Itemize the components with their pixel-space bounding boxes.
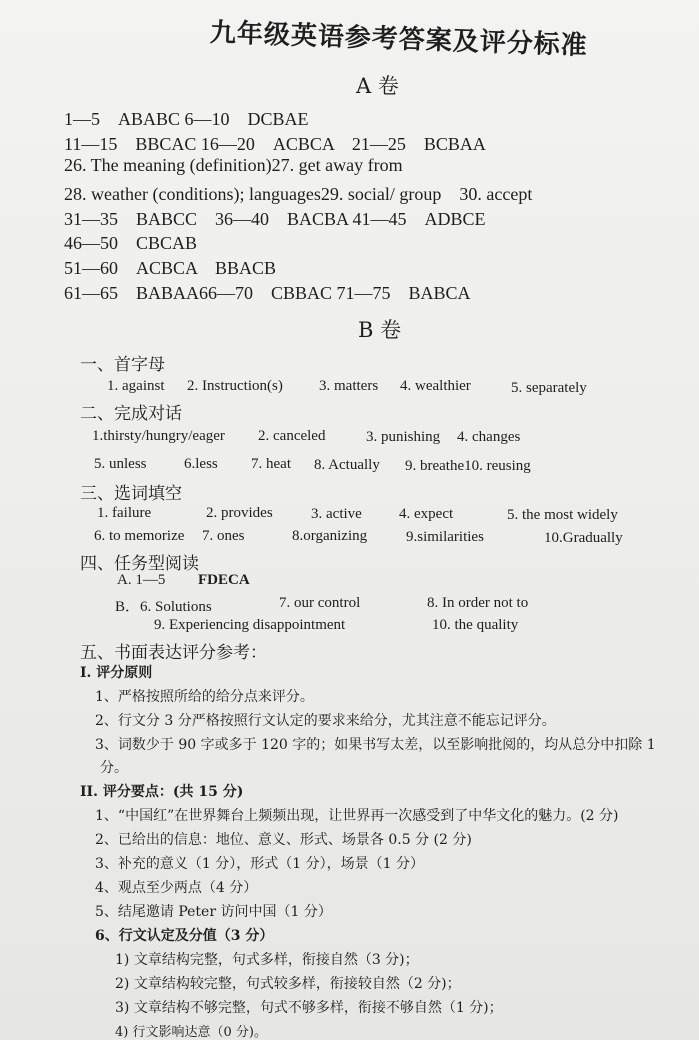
volume-a-line: 28. weather (conditions); languages29. social/ group 30. accept bbox=[64, 184, 533, 204]
volume-a-line: 61—65 BABAA66—70 CBBAC 71—75 BABCA bbox=[64, 283, 471, 303]
answer-item: 1. failure bbox=[97, 505, 152, 521]
volume-a-line: 46—50 CBCAB bbox=[64, 233, 198, 253]
answer-item: 10. the quality bbox=[432, 617, 519, 633]
answer-item: 8. In order not to bbox=[427, 595, 529, 611]
section-heading: 五、书面表达评分参考： bbox=[80, 643, 267, 663]
answer-item: 2. Instruction(s) bbox=[187, 378, 283, 394]
section-heading: 二、完成对话 bbox=[80, 404, 182, 424]
answer-item: 2. provides bbox=[206, 505, 273, 521]
volume-b-heading: B 卷 bbox=[358, 318, 402, 342]
answer-item: 10.Gradually bbox=[544, 530, 623, 546]
points-heading-suffix: 分) bbox=[217, 784, 244, 800]
section-heading: 四、任务型阅读 bbox=[80, 554, 199, 574]
points-total: 15 bbox=[198, 784, 218, 800]
points-heading bbox=[80, 781, 243, 801]
volume-a-line: 26. The meaning (definition)27. get away from bbox=[64, 155, 403, 175]
section-heading: 三、选词填空 bbox=[80, 484, 182, 504]
answer-item: 4. expect bbox=[399, 506, 454, 522]
volume-a-line: 31—35 BABCC 36—40 BACBA 41—45 ADBCE bbox=[64, 209, 486, 229]
answer-item: 7. our control bbox=[279, 595, 361, 611]
principles-heading: I. 评分原则 bbox=[80, 665, 153, 681]
answer-item: 5. the most widely bbox=[507, 507, 618, 523]
answer-item: 8. Actually bbox=[314, 457, 380, 473]
answer-item: 5. unless bbox=[94, 456, 147, 472]
principle-item: 3、词数少于 90 字或多于 120 字的；如果书写太差，以至影响批阅的，均从总分中扣除 1 bbox=[95, 737, 656, 753]
answer-item: 6. to memorize bbox=[94, 528, 185, 544]
volume-a-line: 1—5 ABABC 6—10 DCBAE bbox=[64, 109, 309, 129]
level-item: 1) 文章结构完整，句式多样，衔接自然（3 分)； bbox=[115, 952, 419, 968]
volume-a-line: 51—60 ACBCA BBACB bbox=[64, 258, 277, 278]
answer-item: B．6. Solutions bbox=[115, 599, 212, 615]
answer-item: 2. canceled bbox=[258, 428, 326, 444]
point-item: 1、“中国红”在世界舞台上频频出现，让世界再一次感受到了中华文化的魅力。(2 分) bbox=[95, 808, 619, 824]
part-a-label: A. 1—5 bbox=[117, 572, 166, 588]
answer-item: 6.less bbox=[184, 456, 218, 472]
section-heading: 一、首字母 bbox=[80, 355, 165, 375]
point-item: 6、行文认定及分值（3 分） bbox=[95, 928, 274, 944]
principle-item: 分。 bbox=[100, 760, 128, 776]
answer-item: 3. active bbox=[311, 506, 362, 522]
answer-item: 4. wealthier bbox=[400, 378, 471, 394]
answer-item: 9. breathe10. reusing bbox=[405, 458, 531, 474]
answer-item: 9.similarities bbox=[406, 529, 484, 545]
volume-a-heading: A 卷 bbox=[356, 74, 399, 98]
answer-item: 8.organizing bbox=[292, 528, 368, 544]
part-a-answer: FDECA bbox=[198, 572, 250, 588]
answer-item: 1.thirsty/hungry/eager bbox=[92, 428, 225, 444]
answer-item: 7. heat bbox=[251, 456, 291, 472]
answer-item: 3. punishing bbox=[366, 429, 441, 445]
principle-item: 2、行文分 3 分严格按照行文认定的要求来给分，尤其注意不能忘记评分。 bbox=[95, 713, 556, 729]
answer-item: 7. ones bbox=[202, 528, 245, 544]
principle-item: 1、严格按照所给的给分点来评分。 bbox=[95, 689, 314, 705]
answer-item: 1. against bbox=[107, 378, 165, 394]
point-item: 4、观点至少两点（4 分） bbox=[95, 880, 258, 896]
volume-a-line: 11—15 BBCAC 16—20 ACBCA 21—25 BCBAA bbox=[64, 134, 486, 154]
answer-item: 3. matters bbox=[319, 378, 379, 394]
document-title: 九年级英语参考答案及评分标准 bbox=[209, 18, 589, 62]
level-item: 3) 文章结构不够完整，句式不够多样，衔接不够自然（1 分)； bbox=[115, 1000, 503, 1016]
level-item: 2) 文章结构较完整，句式较多样，衔接较自然（2 分)； bbox=[115, 976, 461, 992]
point-item: 5、结尾邀请 Peter 访问中国（1 分） bbox=[95, 904, 332, 920]
answer-item: 4. changes bbox=[457, 429, 521, 445]
points-heading-prefix: II. 评分要点：(共 bbox=[80, 784, 199, 800]
point-item: 3、补充的意义（1 分），形式（1 分），场景（1 分） bbox=[95, 856, 424, 872]
point-item: 2、已给出的信息：地位、意义、形式、场景各 0.5 分 (2 分) bbox=[95, 832, 472, 848]
level-item: 4) 行文影响达意（0 分)。 bbox=[115, 1025, 267, 1040]
answer-item: 5. separately bbox=[511, 380, 587, 396]
answer-item: 9. Experiencing disappointment bbox=[154, 617, 346, 633]
